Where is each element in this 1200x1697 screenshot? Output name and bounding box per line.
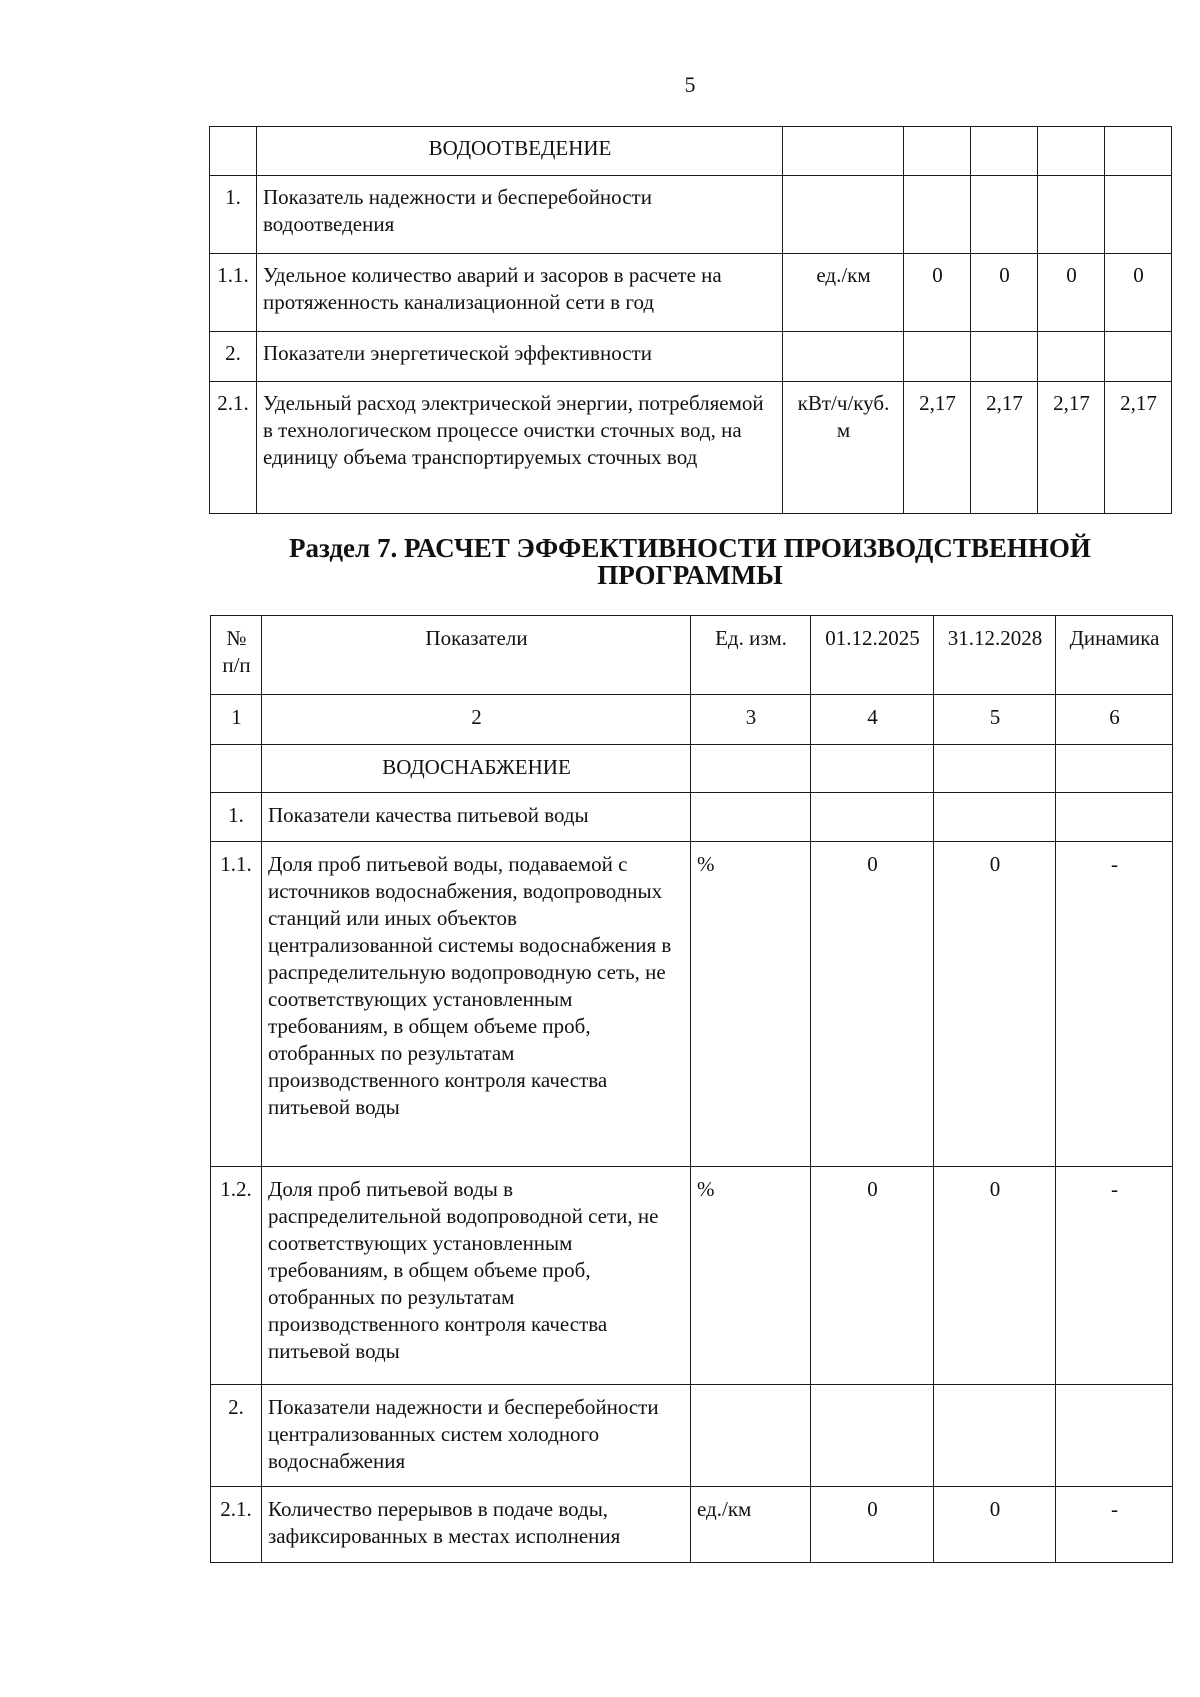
indicator-name: Количество перерывов в подаче воды, зафиксированных в местах исполнения — [262, 1487, 691, 1563]
column-number-row — [211, 695, 1173, 745]
row-number: 1. — [210, 176, 257, 254]
column-header: Показатели — [262, 616, 691, 695]
unit-cell: % — [691, 842, 811, 1167]
column-header: Динамика — [1056, 616, 1173, 695]
value-cell: 0 — [904, 254, 971, 332]
drainage-indicators-table — [209, 126, 1172, 514]
table-cell — [1038, 127, 1105, 176]
table-row — [211, 842, 1173, 1167]
value-cell: 2,17 — [1038, 382, 1105, 514]
value-2028: 0 — [934, 842, 1056, 1167]
table-row — [211, 793, 1173, 842]
dynamics-cell: - — [1056, 1167, 1173, 1385]
value-cell — [1105, 176, 1172, 254]
table-cell — [211, 745, 262, 793]
value-cell: 0 — [1038, 254, 1105, 332]
value-cell — [971, 332, 1038, 382]
unit-cell: кВт/ч/куб. м — [783, 382, 904, 514]
table-header-row — [211, 616, 1173, 695]
value-cell: 2,17 — [904, 382, 971, 514]
indicator-name: Показатели энергетической эффективности — [257, 332, 783, 382]
row-number: 1.1. — [211, 842, 262, 1167]
dynamics-cell — [1056, 1385, 1173, 1487]
indicator-name: Показатели качества питьевой воды — [262, 793, 691, 842]
table-row — [211, 1167, 1173, 1385]
unit-cell — [691, 1385, 811, 1487]
value-cell: 0 — [1105, 254, 1172, 332]
section-header: ВОДОСНАБЖЕНИЕ — [262, 745, 691, 793]
column-number: 1 — [211, 695, 262, 745]
column-number: 5 — [934, 695, 1056, 745]
value-cell — [1038, 332, 1105, 382]
section-title: Раздел 7. РАСЧЕТ ЭФФЕКТИВНОСТИ ПРОИЗВОДСТВЕННОЙ ПРОГРАММЫ — [289, 533, 1091, 590]
value-cell — [904, 176, 971, 254]
table-cell — [1056, 745, 1173, 793]
value-2025: 0 — [811, 1167, 934, 1385]
table-cell — [210, 127, 257, 176]
column-header: № п/п — [211, 616, 262, 695]
column-number: 3 — [691, 695, 811, 745]
indicator-name: Удельный расход электрической энергии, потребляемой в технологическом процессе очистки сточных вод, на единицу объема транспортируемых сточных вод — [257, 382, 783, 514]
table-cell — [691, 745, 811, 793]
table-cell — [783, 127, 904, 176]
value-2028: 0 — [934, 1167, 1056, 1385]
row-number: 1.1. — [210, 254, 257, 332]
table-row — [211, 1385, 1173, 1487]
unit-cell: ед./км — [691, 1487, 811, 1563]
dynamics-cell: - — [1056, 1487, 1173, 1563]
value-2028: 0 — [934, 1487, 1056, 1563]
page-number: 5 — [684, 72, 696, 97]
section-header: ВОДООТВЕДЕНИЕ — [257, 127, 783, 176]
dynamics-cell: - — [1056, 842, 1173, 1167]
row-number: 2. — [211, 1385, 262, 1487]
indicator-name: Удельное количество аварий и засоров в расчете на протяженность канализационной сети в год — [257, 254, 783, 332]
value-2025: 0 — [811, 842, 934, 1167]
dynamics-cell — [1056, 793, 1173, 842]
value-cell — [971, 176, 1038, 254]
row-number: 2.1. — [211, 1487, 262, 1563]
table-cell — [1105, 127, 1172, 176]
indicator-name: Доля проб питьевой воды, подаваемой с источников водоснабжения, водопроводных станций или иных объектов централизованной системы водоснабжения в распределительную водопроводную сеть, не соответствующих установленным требованиям, в общем объеме проб, отобранных по результатам производственного контроля качества питьевой воды — [262, 842, 691, 1167]
column-number: 6 — [1056, 695, 1173, 745]
table-row — [211, 745, 1173, 793]
table-row — [210, 332, 1172, 382]
table-cell — [971, 127, 1038, 176]
row-number: 2. — [210, 332, 257, 382]
column-header: Ед. изм. — [691, 616, 811, 695]
indicator-name: Показатель надежности и бесперебойности водоотведения — [257, 176, 783, 254]
value-2025 — [811, 793, 934, 842]
value-cell: 0 — [971, 254, 1038, 332]
table-cell — [904, 127, 971, 176]
unit-cell: ед./км — [783, 254, 904, 332]
indicator-name: Доля проб питьевой воды в распределительной водопроводной сети, не соответствующих установленным требованиям, в общем объеме проб, отобранных по результатам производственного контроля качества питьевой воды — [262, 1167, 691, 1385]
row-number: 1. — [211, 793, 262, 842]
column-number: 2 — [262, 695, 691, 745]
table-cell — [934, 745, 1056, 793]
indicator-name: Показатели надежности и бесперебойности централизованных систем холодного водоснабжения — [262, 1385, 691, 1487]
value-cell — [1105, 332, 1172, 382]
table-row — [210, 382, 1172, 514]
row-number: 2.1. — [210, 382, 257, 514]
program-efficiency-table — [210, 615, 1173, 1563]
table-row — [210, 254, 1172, 332]
table-row — [211, 1487, 1173, 1563]
column-header: 31.12.2028 — [934, 616, 1056, 695]
value-2028 — [934, 793, 1056, 842]
table-row — [210, 127, 1172, 176]
value-2025: 0 — [811, 1487, 934, 1563]
value-2028 — [934, 1385, 1056, 1487]
value-cell — [1038, 176, 1105, 254]
unit-cell — [783, 332, 904, 382]
column-header: 01.12.2025 — [811, 616, 934, 695]
value-cell: 2,17 — [971, 382, 1038, 514]
value-2025 — [811, 1385, 934, 1487]
unit-cell — [691, 793, 811, 842]
column-number: 4 — [811, 695, 934, 745]
unit-cell: % — [691, 1167, 811, 1385]
row-number: 1.2. — [211, 1167, 262, 1385]
unit-cell — [783, 176, 904, 254]
value-cell — [904, 332, 971, 382]
table-cell — [811, 745, 934, 793]
value-cell: 2,17 — [1105, 382, 1172, 514]
table-row — [210, 176, 1172, 254]
